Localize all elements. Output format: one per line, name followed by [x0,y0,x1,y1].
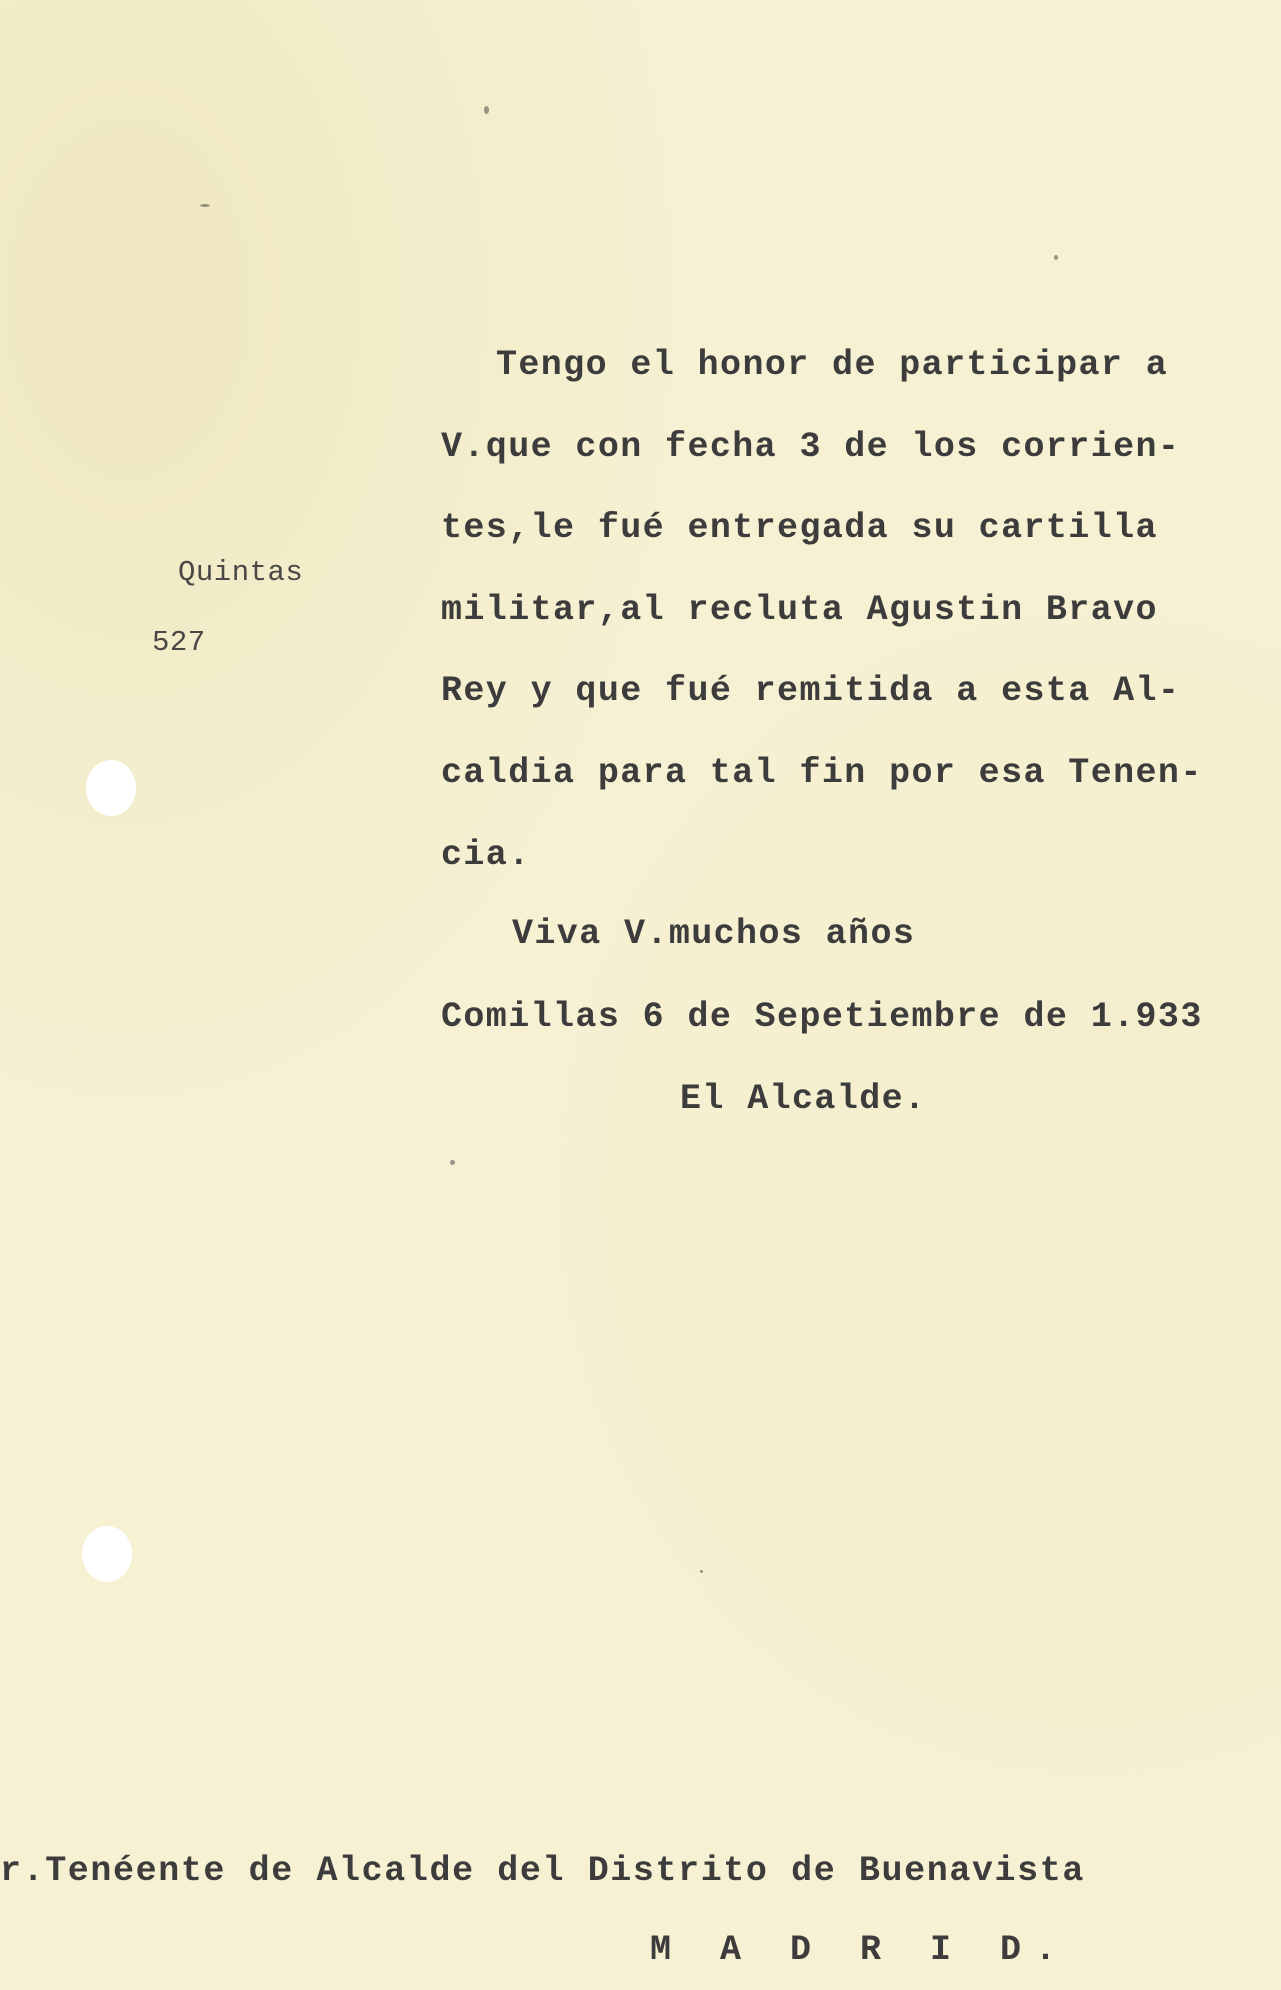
ink-speck [700,1570,703,1573]
letter-line: militar,al recluta Agustin Bravo [441,590,1158,630]
punch-hole-top [86,760,136,816]
ink-speck [484,106,489,114]
ink-speck [200,204,210,207]
letter-line: caldia para tal fin por esa Tenen- [441,753,1203,793]
punch-hole-bottom [82,1526,132,1582]
letter-signature: El Alcalde. [680,1079,927,1119]
letter-closing: Viva V.muchos años [512,914,916,954]
letter-line: Tengo el honor de participar a [496,345,1169,385]
margin-note-label: Quintas [178,556,304,589]
letter-line: cia. [441,835,531,875]
addressee-city: M A D R I D. [650,1930,1071,1970]
margin-note-number: 527 [152,626,206,659]
letter-line: V.que con fecha 3 de los corrien- [441,427,1181,467]
addressee-line: r.Tenéente de Alcalde del Distrito de Buenavista [0,1851,1085,1891]
letter-place-date: Comillas 6 de Sepetiembre de 1.933 [441,997,1203,1037]
ink-speck [450,1160,455,1165]
ink-speck [1054,255,1058,260]
letter-line: tes,le fué entregada su cartilla [441,508,1158,548]
letter-line: Rey y que fué remitida a esta Al- [441,671,1181,711]
